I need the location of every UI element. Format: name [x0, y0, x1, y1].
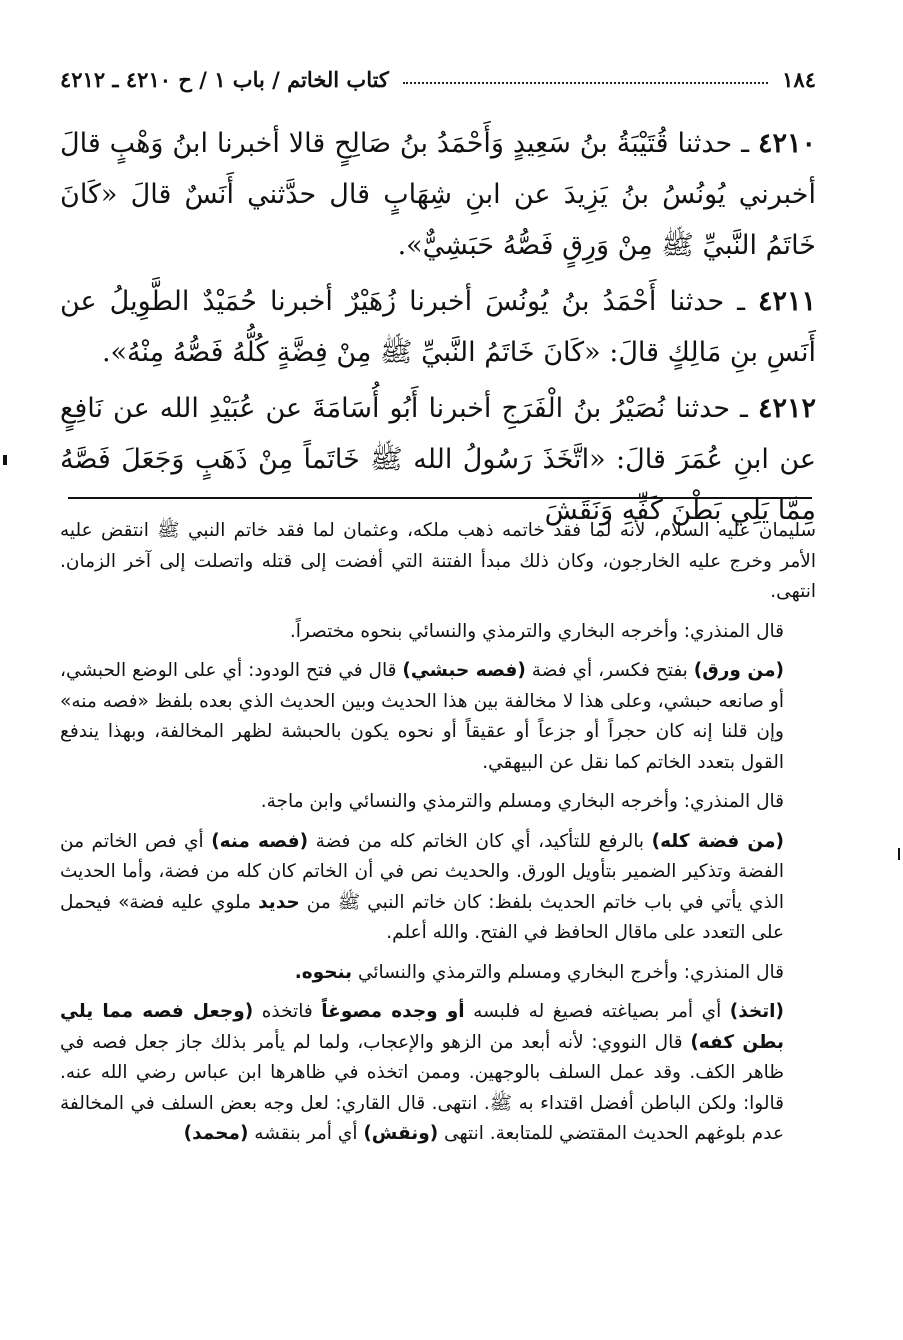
commentary-text: ملوي عليه فضة» فيحمل على التعدد على ماقال الحافظ في الفتح. والله أعلم.	[60, 891, 784, 943]
commentary-text: أي أمر بنقشه	[248, 1123, 364, 1144]
bold-term: (وجعل فصه مما يلي بطن كفه)	[60, 1001, 784, 1053]
commentary-paragraph	[60, 617, 816, 648]
scan-margin-mark	[3, 455, 7, 465]
running-title: كتاب الخاتم / باب ١ / ح ٤٢١٠ ـ ٤٢١٢	[60, 67, 389, 92]
commentary-text: قال المنذري: وأخرجه البخاري ومسلم والترمذي والنسائي وابن ماجة.	[260, 791, 784, 812]
commentary-paragraph	[60, 516, 816, 608]
commentary-text: قال في فتح الودود: أي على الوضع الحبشي، أو صانعه حبشي، وعلى هذا لا مخالفة بين هذا الحديث وبين الحديث الذي بعده بلفظ «فصه منه» وإن قلنا إنه كان حجراً أو جزعاً أو عقيقاً أو نحوه يكون بالحبشة لظهر المخالفة، وبهذا يندفع القول بتعدد الخاتم كما نقل عن البيهقي.	[60, 660, 784, 773]
hadith-text: ـ حدثنا أَحْمَدُ بنُ يُونُسَ أخبرنا زُهَيْرٌ أخبرنا حُمَيْدٌ الطَّوِيلُ عن أَنَسِ بنِ مَالِكٍ قالَ: «كَانَ خَاتَمُ النَّبيِّ ﷺ مِنْ فِضَّةٍ كُلُّهُ فَصُّهُ مِنْهُ».	[60, 286, 816, 368]
commentary-paragraph	[60, 997, 816, 1150]
hadith-number: ٤٢١٠	[757, 128, 816, 159]
bold-term: (فصه حبشي)	[402, 660, 526, 681]
bold-term: بنحوه.	[294, 961, 353, 983]
hadith-number: ٤٢١٢	[757, 393, 816, 424]
commentary-text: أي فص الخاتم من الفضة وتذكير الضمير بتأويل الورق. والحديث نص في أن الخاتم كان كله من فضة، وأما الحديث الذي يأتي في باب خاتم الحديث بلفظ: كان خاتم النبي ﷺ من	[60, 830, 784, 913]
bold-term: (فصه منه)	[211, 830, 309, 852]
bold-term: أو وجده مصوغاً	[321, 1001, 465, 1022]
bold-term: (من فضة كله)	[651, 830, 784, 852]
hadith-number: ٤٢١١	[757, 286, 816, 317]
commentary-block	[60, 516, 816, 1159]
bold-term: (محمد)	[183, 1123, 249, 1144]
commentary-text: بفتح فكسر، أي فضة	[525, 660, 694, 681]
commentary-text: بالرفع للتأكيد، أي كان الخاتم كله من فضة	[308, 830, 652, 852]
hadith-4210	[60, 118, 816, 271]
commentary-text: فاتخذه	[253, 1001, 322, 1022]
scan-margin-mark	[898, 848, 900, 860]
bold-term: حديد	[258, 891, 300, 913]
footnote-divider	[68, 497, 812, 499]
bold-term: (ونقش)	[363, 1123, 439, 1144]
hadith-text: ـ حدثنا قُتَيْبَةُ بنُ سَعِيدٍ وَأَحْمَدُ بنُ صَالِحٍ قالا أخبرنا ابنُ وَهْبٍ قالَ أخبرني يُونُسُ بنُ يَزِيدَ عن ابنِ شِهَابٍ قال حدَّثني أَنَسٌ قالَ «كَانَ خَاتَمُ النَّبيِّ ﷺ مِنْ وَرِقٍ فَصُّهُ حَبَشِيٌّ».	[60, 128, 816, 261]
page-number: ١٨٤	[782, 67, 816, 92]
commentary-text: قال المنذري: وأخرج البخاري ومسلم والترمذي والنسائي	[352, 961, 784, 983]
hadith-4212	[60, 383, 816, 536]
hadith-text-block	[60, 118, 816, 541]
hadith-4211	[60, 276, 816, 378]
commentary-paragraph	[60, 827, 816, 949]
header-dot-leader	[403, 82, 768, 84]
commentary-text: قال المنذري: وأخرجه البخاري والترمذي والنسائي بنحوه مختصراً.	[289, 620, 784, 642]
commentary-text: قال النووي: لأنه أبعد من الزهو والإعجاب، ولما لم يأمر بذلك جاز جعل فصه في ظاهر الكف. وقد عمل السلف بالوجهين. وممن اتخذه في ظاهرها ابن عباس رضي الله عنه. قالوا: ولكن الباطن أفضل اقتداء به ﷺ. انتهى. قال القاري: لعل وجه بعض السلف في المخالفة عدم بلوغهم الحديث المقتضي للمتابعة. انتهى	[60, 1031, 784, 1144]
commentary-paragraph	[60, 787, 816, 818]
commentary-paragraph	[60, 656, 816, 778]
bold-term: (من ورق)	[693, 660, 784, 681]
commentary-text: سليمان عليه السلام، لأنه لما فقد خاتمه ذهب ملكه، وعثمان لما فقد خاتم النبي ﷺ انتقض عليه الأمر وخرج عليه الخارجون، وكان ذلك مبدأ الفتنة التي أفضت إلى قتله واتصلت إلى آخر الزمان. انتهى.	[60, 520, 816, 602]
commentary-paragraph	[60, 958, 816, 989]
bold-term: (اتخذ)	[729, 1001, 784, 1022]
running-header	[60, 52, 816, 92]
commentary-text: أي أمر بصياغته فصيغ له فلبسه	[464, 1001, 730, 1022]
hadith-text: ـ حدثنا نُصَيْرُ بنُ الْفَرَجِ أخبرنا أَبُو أُسَامَةَ عن عُبَيْدِ الله عن نَافِعٍ عن ابنِ عُمَرَ قالَ: «اتَّخَذَ رَسُولُ الله ﷺ خَاتَماً مِنْ ذَهَبٍ وَجَعَلَ فَصَّهُ مِمَّا يَلِي بَطْنَ كَفِّهِ وَنَقَشَ	[60, 393, 816, 526]
